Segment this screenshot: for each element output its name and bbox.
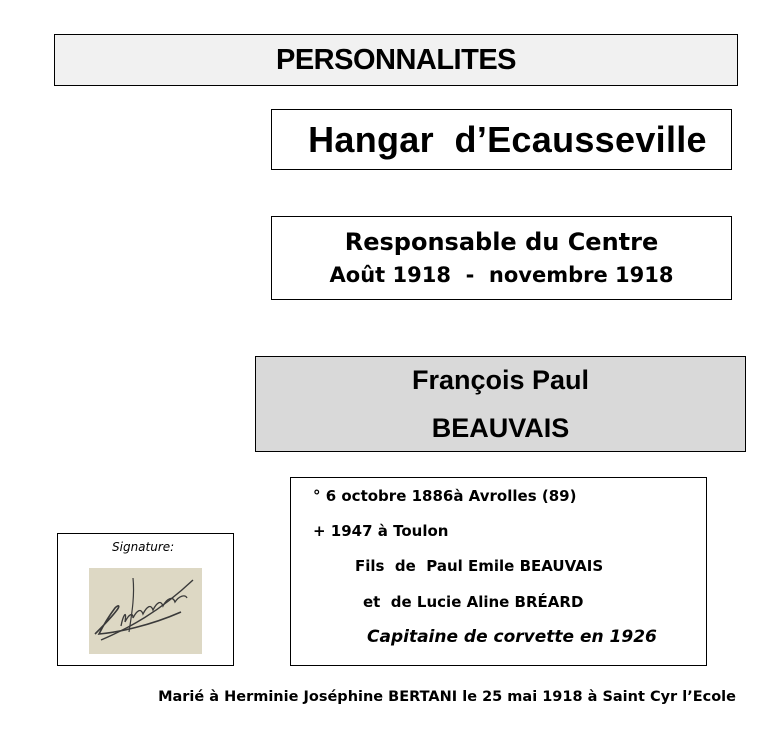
signature-drawing: [89, 568, 202, 654]
role-title: Responsable du Centre: [344, 228, 659, 256]
signature-box: [57, 533, 234, 666]
page-title: PERSONNALITES: [275, 43, 517, 76]
bio-birth: ° 6 octobre 1886à Avrolles (89): [313, 487, 577, 505]
bio-death: + 1947 à Toulon: [313, 522, 449, 540]
signature-label: Signature:: [112, 540, 175, 554]
person-first-names: François Paul: [411, 365, 590, 395]
biography-box: [290, 477, 707, 666]
bio-mother: et de Lucie Aline BRÉARD: [363, 593, 584, 611]
place-title: Hangar d’Ecausseville: [308, 118, 707, 160]
role-box: [271, 216, 732, 300]
header-box: [54, 34, 738, 86]
marriage-note: Marié à Herminie Joséphine BERTANI le 25 mai 1918 à Saint Cyr l’Ecole: [158, 689, 736, 705]
signature-image: [89, 568, 202, 654]
role-dates: Août 1918 - novembre 1918: [329, 263, 674, 287]
person-name-box: [255, 356, 746, 452]
place-box: [271, 109, 732, 170]
bio-father: Fils de Paul Emile BEAUVAIS: [355, 557, 604, 575]
person-last-name: BEAUVAIS: [431, 413, 570, 443]
bio-rank: Capitaine de corvette en 1926: [367, 627, 657, 647]
